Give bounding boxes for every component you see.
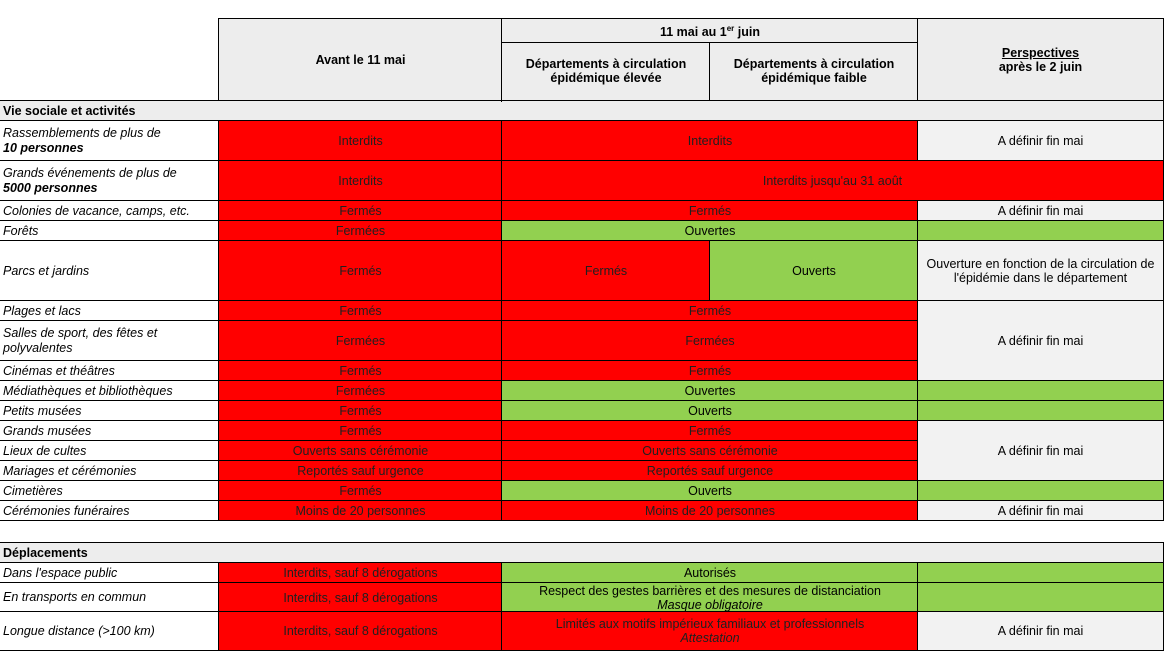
cell-plages-before — [219, 301, 502, 321]
cell-cinemas-before — [219, 361, 502, 381]
cell-text-italic: Masque obligatoire — [657, 597, 763, 612]
cell-funeraires-before — [219, 501, 502, 521]
header-high-circulation — [502, 42, 710, 100]
grid-line — [218, 18, 1164, 19]
cell-group2-persp — [918, 421, 1163, 481]
cell-text: Fermés — [688, 304, 732, 318]
grid-line — [0, 380, 1164, 381]
cell-parcs-low — [710, 241, 918, 301]
cell-funeraires-period — [502, 501, 918, 521]
header-period-prefix: 11 mai au 1 — [660, 25, 727, 40]
cell-text: Ouverts sans cérémonie — [292, 444, 429, 458]
cell-text: Fermées — [335, 334, 386, 348]
grid-line — [0, 200, 1164, 201]
cell-rassemblements-persp — [918, 121, 1163, 161]
grid-line — [709, 240, 710, 301]
cell-text: Interdits, sauf 8 dérogations — [283, 590, 438, 605]
row-label-forets — [0, 221, 219, 241]
grid-line — [0, 650, 1164, 651]
grid-line — [0, 440, 918, 441]
grid-line — [1163, 18, 1164, 101]
cell-grands-musees-before — [219, 421, 502, 441]
cell-parcs-high — [502, 241, 710, 301]
cell-salles-before — [219, 321, 502, 361]
cell-text: Fermés — [688, 364, 732, 378]
grid-line — [0, 360, 918, 361]
cell-text: A définir fin mai — [997, 444, 1084, 458]
row-label-rassemblements-1: Rassemblements de plus de — [3, 126, 161, 140]
cell-espace-public-period — [502, 563, 918, 583]
row-label-espace-public — [0, 563, 219, 583]
grid-line — [917, 562, 918, 651]
section-vie-sociale — [0, 101, 1163, 121]
row-label-text: Grands musées — [3, 423, 92, 438]
row-label-mariages — [0, 461, 219, 481]
cell-cimetieres-persp — [918, 481, 1163, 501]
cell-text: A définir fin mai — [997, 624, 1084, 638]
cell-text: Fermés — [339, 204, 382, 218]
cell-cimetieres-before — [219, 481, 502, 501]
cell-text: Fermés — [339, 484, 382, 498]
cell-text: Ouverts — [688, 484, 732, 498]
cell-petits-musees-before — [219, 401, 502, 421]
header-period-sup: er — [726, 23, 735, 33]
row-label-plages — [0, 301, 219, 321]
cell-mariages-period — [502, 461, 918, 481]
grid-line — [0, 240, 1164, 241]
grid-line — [218, 18, 219, 101]
header-period — [502, 19, 918, 42]
grid-line — [0, 611, 1164, 612]
row-label-text: Forêts — [3, 223, 39, 238]
row-label-longue — [0, 612, 219, 650]
header-period-suffix: juin — [734, 25, 760, 40]
row-label-funeraires — [0, 501, 219, 521]
cell-text: Ouverture en fonction de la circulation de l'épidémie dans le département — [926, 257, 1155, 285]
cell-text: Fermées — [685, 334, 735, 348]
cell-forets-persp — [918, 221, 1163, 241]
cell-text: Fermés — [339, 404, 382, 418]
grid-line — [0, 582, 1164, 583]
row-label-text: Cérémonies funéraires — [3, 503, 130, 518]
cell-text: A définir fin mai — [997, 504, 1084, 518]
cell-colonies-persp — [918, 201, 1163, 221]
cell-plages-period — [502, 301, 918, 321]
cell-text: Ouverts sans cérémonie — [642, 444, 778, 458]
row-label-text: Longue distance (>100 km) — [3, 623, 155, 638]
cell-text: Interdits — [338, 134, 383, 148]
cell-rassemblements-before — [219, 121, 502, 161]
section-deplacements — [0, 543, 1163, 563]
cell-text: Limités aux motifs impérieux familiaux et professionnels — [555, 617, 865, 631]
cell-text: A définir fin mai — [997, 204, 1084, 218]
grid-line — [917, 18, 918, 101]
cell-forets-period — [502, 221, 918, 241]
cell-text: Fermées — [335, 384, 386, 398]
cell-text-italic: Attestation — [680, 631, 740, 645]
cell-text: Interdits, sauf 8 dérogations — [283, 566, 438, 580]
cell-text: Ouvertes — [684, 224, 736, 238]
header-low-text: Départements à circulation épidémique faible — [733, 57, 895, 85]
cell-transports-persp — [918, 583, 1163, 612]
grid-line — [0, 320, 918, 321]
cell-text: Respect des gestes barrières et des mesures de distanciation — [539, 583, 881, 598]
cell-evenements-span — [502, 161, 1163, 201]
section-vie-sociale-title: Vie sociale et activités — [3, 104, 136, 118]
cell-text: Fermés — [688, 204, 732, 218]
grid-line — [0, 500, 1164, 501]
row-label-transports — [0, 583, 219, 612]
cell-text: Ouvertes — [684, 384, 736, 398]
cell-cimetieres-period — [502, 481, 918, 501]
grid-line — [0, 542, 1164, 543]
cell-longue-persp — [918, 612, 1163, 650]
row-label-text: Lieux de cultes — [3, 443, 87, 458]
section-deplacements-title: Déplacements — [3, 546, 88, 560]
cell-text: Reportés sauf urgence — [646, 464, 774, 478]
cell-colonies-period — [502, 201, 918, 221]
grid-line — [0, 520, 1164, 521]
cell-group1-persp — [918, 301, 1163, 381]
grid-line — [0, 400, 1164, 401]
row-label-cimetieres — [0, 481, 219, 501]
cell-text: A définir fin mai — [997, 334, 1084, 348]
grid-line — [0, 160, 1164, 161]
header-period-text — [660, 22, 760, 39]
cell-text: Fermés — [339, 364, 382, 378]
cell-cultes-period — [502, 441, 918, 461]
header-perspectives — [918, 19, 1163, 100]
row-label-rassemblements-2: 10 personnes — [3, 141, 84, 155]
row-label-petits-musees — [0, 401, 219, 421]
grid-line — [502, 42, 918, 43]
row-label-mediatheques — [0, 381, 219, 401]
header-persp-sub: après le 2 juin — [998, 59, 1083, 74]
row-label-salles — [0, 321, 219, 361]
cell-text: Ouverts — [688, 404, 732, 418]
cell-longue-before — [219, 612, 502, 650]
grid-line — [917, 200, 918, 521]
cell-petits-musees-persp — [918, 401, 1163, 421]
cell-transports-before — [219, 583, 502, 612]
header-low-circulation — [710, 42, 918, 100]
header-persp-title: Perspectives — [1001, 45, 1080, 60]
grid-line — [218, 120, 219, 521]
grid-line — [0, 220, 1164, 221]
cell-evenements-before — [219, 161, 502, 201]
row-label-evenements-1: Grands événements de plus de — [3, 166, 177, 180]
cell-text: Fermés — [339, 304, 382, 318]
cell-text: Fermés — [584, 264, 628, 278]
grid-line — [0, 100, 1164, 101]
row-label-cinemas — [0, 361, 219, 381]
grid-line — [0, 420, 1164, 421]
row-label-evenements — [0, 161, 219, 201]
row-label-cultes — [0, 441, 219, 461]
row-label-text: Mariages et cérémonies — [3, 463, 137, 478]
cell-mediatheques-period — [502, 381, 918, 401]
grid-line — [501, 18, 502, 102]
cell-text: Interdits — [687, 134, 733, 148]
grid-line — [0, 480, 1164, 481]
grid-line — [917, 120, 918, 161]
row-label-text: Cinémas et théâtres — [3, 363, 115, 378]
row-label-evenements-2: 5000 personnes — [3, 181, 98, 195]
cell-parcs-before — [219, 241, 502, 301]
row-label-colonies — [0, 201, 219, 221]
cell-text: Fermés — [339, 264, 382, 278]
header-before — [219, 19, 502, 100]
cell-forets-before — [219, 221, 502, 241]
cell-salles-period — [502, 321, 918, 361]
cell-text: A définir fin mai — [997, 134, 1084, 148]
row-label-rassemblements — [0, 121, 219, 161]
cell-cultes-before — [219, 441, 502, 461]
cell-rassemblements-period — [502, 121, 918, 161]
cell-text: Fermés — [339, 424, 382, 438]
cell-text: Fermées — [335, 224, 386, 238]
cell-mediatheques-persp — [918, 381, 1163, 401]
row-label-text: En transports en commun — [3, 590, 147, 604]
cell-espace-public-before — [219, 563, 502, 583]
cell-grands-musees-period — [502, 421, 918, 441]
cell-text: Ouverts — [792, 264, 836, 278]
grid-line — [0, 300, 1164, 301]
grid-line — [709, 42, 710, 101]
cell-longue-period — [502, 612, 918, 650]
cell-text: Interdits, sauf 8 dérogations — [283, 624, 438, 638]
cell-text: Moins de 20 personnes — [295, 504, 426, 518]
cell-petits-musees-period — [502, 401, 918, 421]
cell-espace-public-persp — [918, 563, 1163, 583]
row-label-text: Salles de sport, des fêtes et polyvalentes — [3, 326, 158, 355]
cell-text: Interdits jusqu'au 31 août — [762, 174, 903, 188]
grid-line — [501, 120, 502, 521]
row-label-grands-musees — [0, 421, 219, 441]
row-label-text: Plages et lacs — [3, 303, 81, 318]
cell-parcs-persp — [918, 241, 1163, 301]
cell-transports-period — [502, 583, 918, 612]
grid-line — [1163, 100, 1164, 521]
grid-line — [501, 562, 502, 651]
row-label-text: Parcs et jardins — [3, 263, 90, 278]
grid-line — [218, 562, 219, 651]
grid-line — [0, 120, 1164, 121]
header-high-text: Départements à circulation épidémique élevée — [525, 57, 687, 85]
cell-text: Reportés sauf urgence — [297, 464, 424, 478]
row-label-parcs — [0, 241, 219, 301]
grid-line — [0, 460, 918, 461]
row-label-text: Cimetières — [3, 483, 63, 498]
row-label-text: Colonies de vacance, camps, etc. — [3, 203, 190, 218]
cell-mariages-before — [219, 461, 502, 481]
cell-text: Autorisés — [683, 566, 737, 580]
cell-cinemas-period — [502, 361, 918, 381]
cell-text: Interdits — [338, 174, 383, 188]
cell-text: Fermés — [688, 424, 732, 438]
cell-text: Moins de 20 personnes — [645, 504, 775, 518]
row-label-text: Petits musées — [3, 403, 82, 418]
row-label-text: Dans l'espace public — [3, 565, 118, 580]
cell-funeraires-persp — [918, 501, 1163, 521]
row-label-text: Médiathèques et bibliothèques — [3, 383, 173, 398]
cell-mediatheques-before — [219, 381, 502, 401]
grid-line — [1163, 542, 1164, 651]
cell-colonies-before — [219, 201, 502, 221]
grid-line — [0, 562, 1164, 563]
header-before-text: Avant le 11 mai — [315, 52, 406, 67]
